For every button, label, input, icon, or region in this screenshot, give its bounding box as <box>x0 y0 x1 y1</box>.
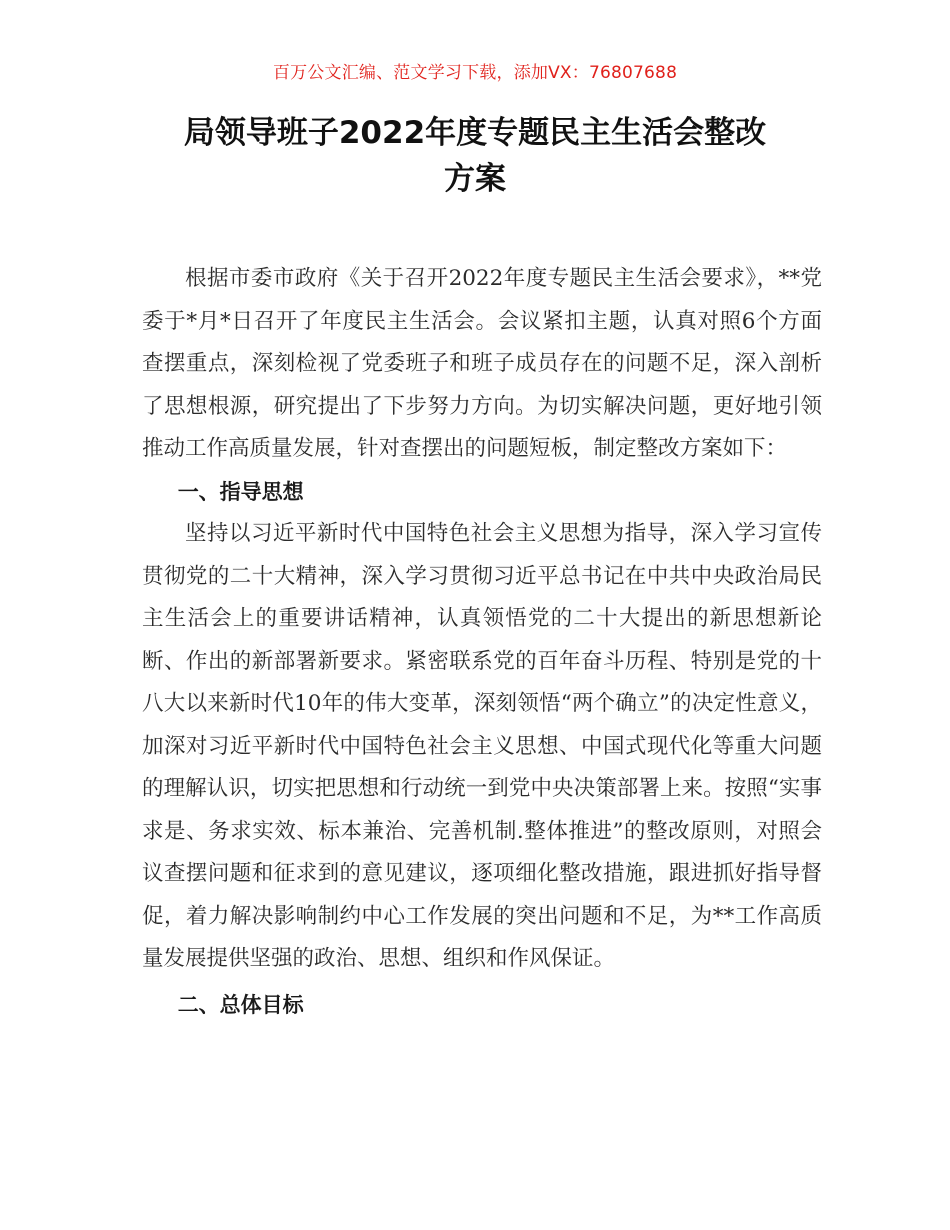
section-heading-overall-goal: 二、总体目标 <box>177 992 304 1017</box>
intro-paragraph: 根据市委市政府《关于召开2022年度专题民主生活会要求》，**党委于*月*日召开了年度民主生活会。会议紧扣主题，认真对照6个方面查摆重点，深刻检视了党委班子和班子成员存在的问题不足，深入剖析了思想根源，研究提出了下步努力方向。为切实解决问题，更好地引领推动工作高质量发展，针对查摆出的问题短板，制定整改方案如下： <box>142 266 822 461</box>
document-body <box>142 258 822 1026</box>
title-line-2: 方案 <box>444 161 506 197</box>
section-heading-guiding-thought: 一、指导思想 <box>177 479 304 504</box>
title-line-1: 局领导班子2022年度专题民主生活会整改 <box>183 115 767 151</box>
guiding-thought-paragraph: 坚持以习近平新时代中国特色社会主义思想为指导，深入学习宣传贯彻党的二十大精神，深入学习贯彻习近平总书记在中共中央政治局民主生活会上的重要讲话精神，认真领悟党的二十大提出的新思想新论断、作出的新部署新要求。紧密联系党的百年奋斗历程、特别是党的十八大以来新时代10年的伟大变革，深刻领悟“两个确立”的决定性意义，加深对习近平新时代中国特色社会主义思想、中国式现代化等重大问题的理解认识，切实把思想和行动统一到党中央决策部署上来。按照“实事求是、务求实效、标本兼治、完善机制.整体推进”的整改原则，对照会议查摆问题和征求到的意见建议，逐项细化整改措施，跟进抓好指导督促，着力解决影响制约中心工作发展的突出问题和不足，为**工作高质量发展提供坚强的政治、思想、组织和作风保证。 <box>142 521 822 971</box>
document-title <box>100 110 850 202</box>
header-watermark-note: 百万公文汇编、范文学习下载，添加VX：76807688 <box>272 63 678 83</box>
